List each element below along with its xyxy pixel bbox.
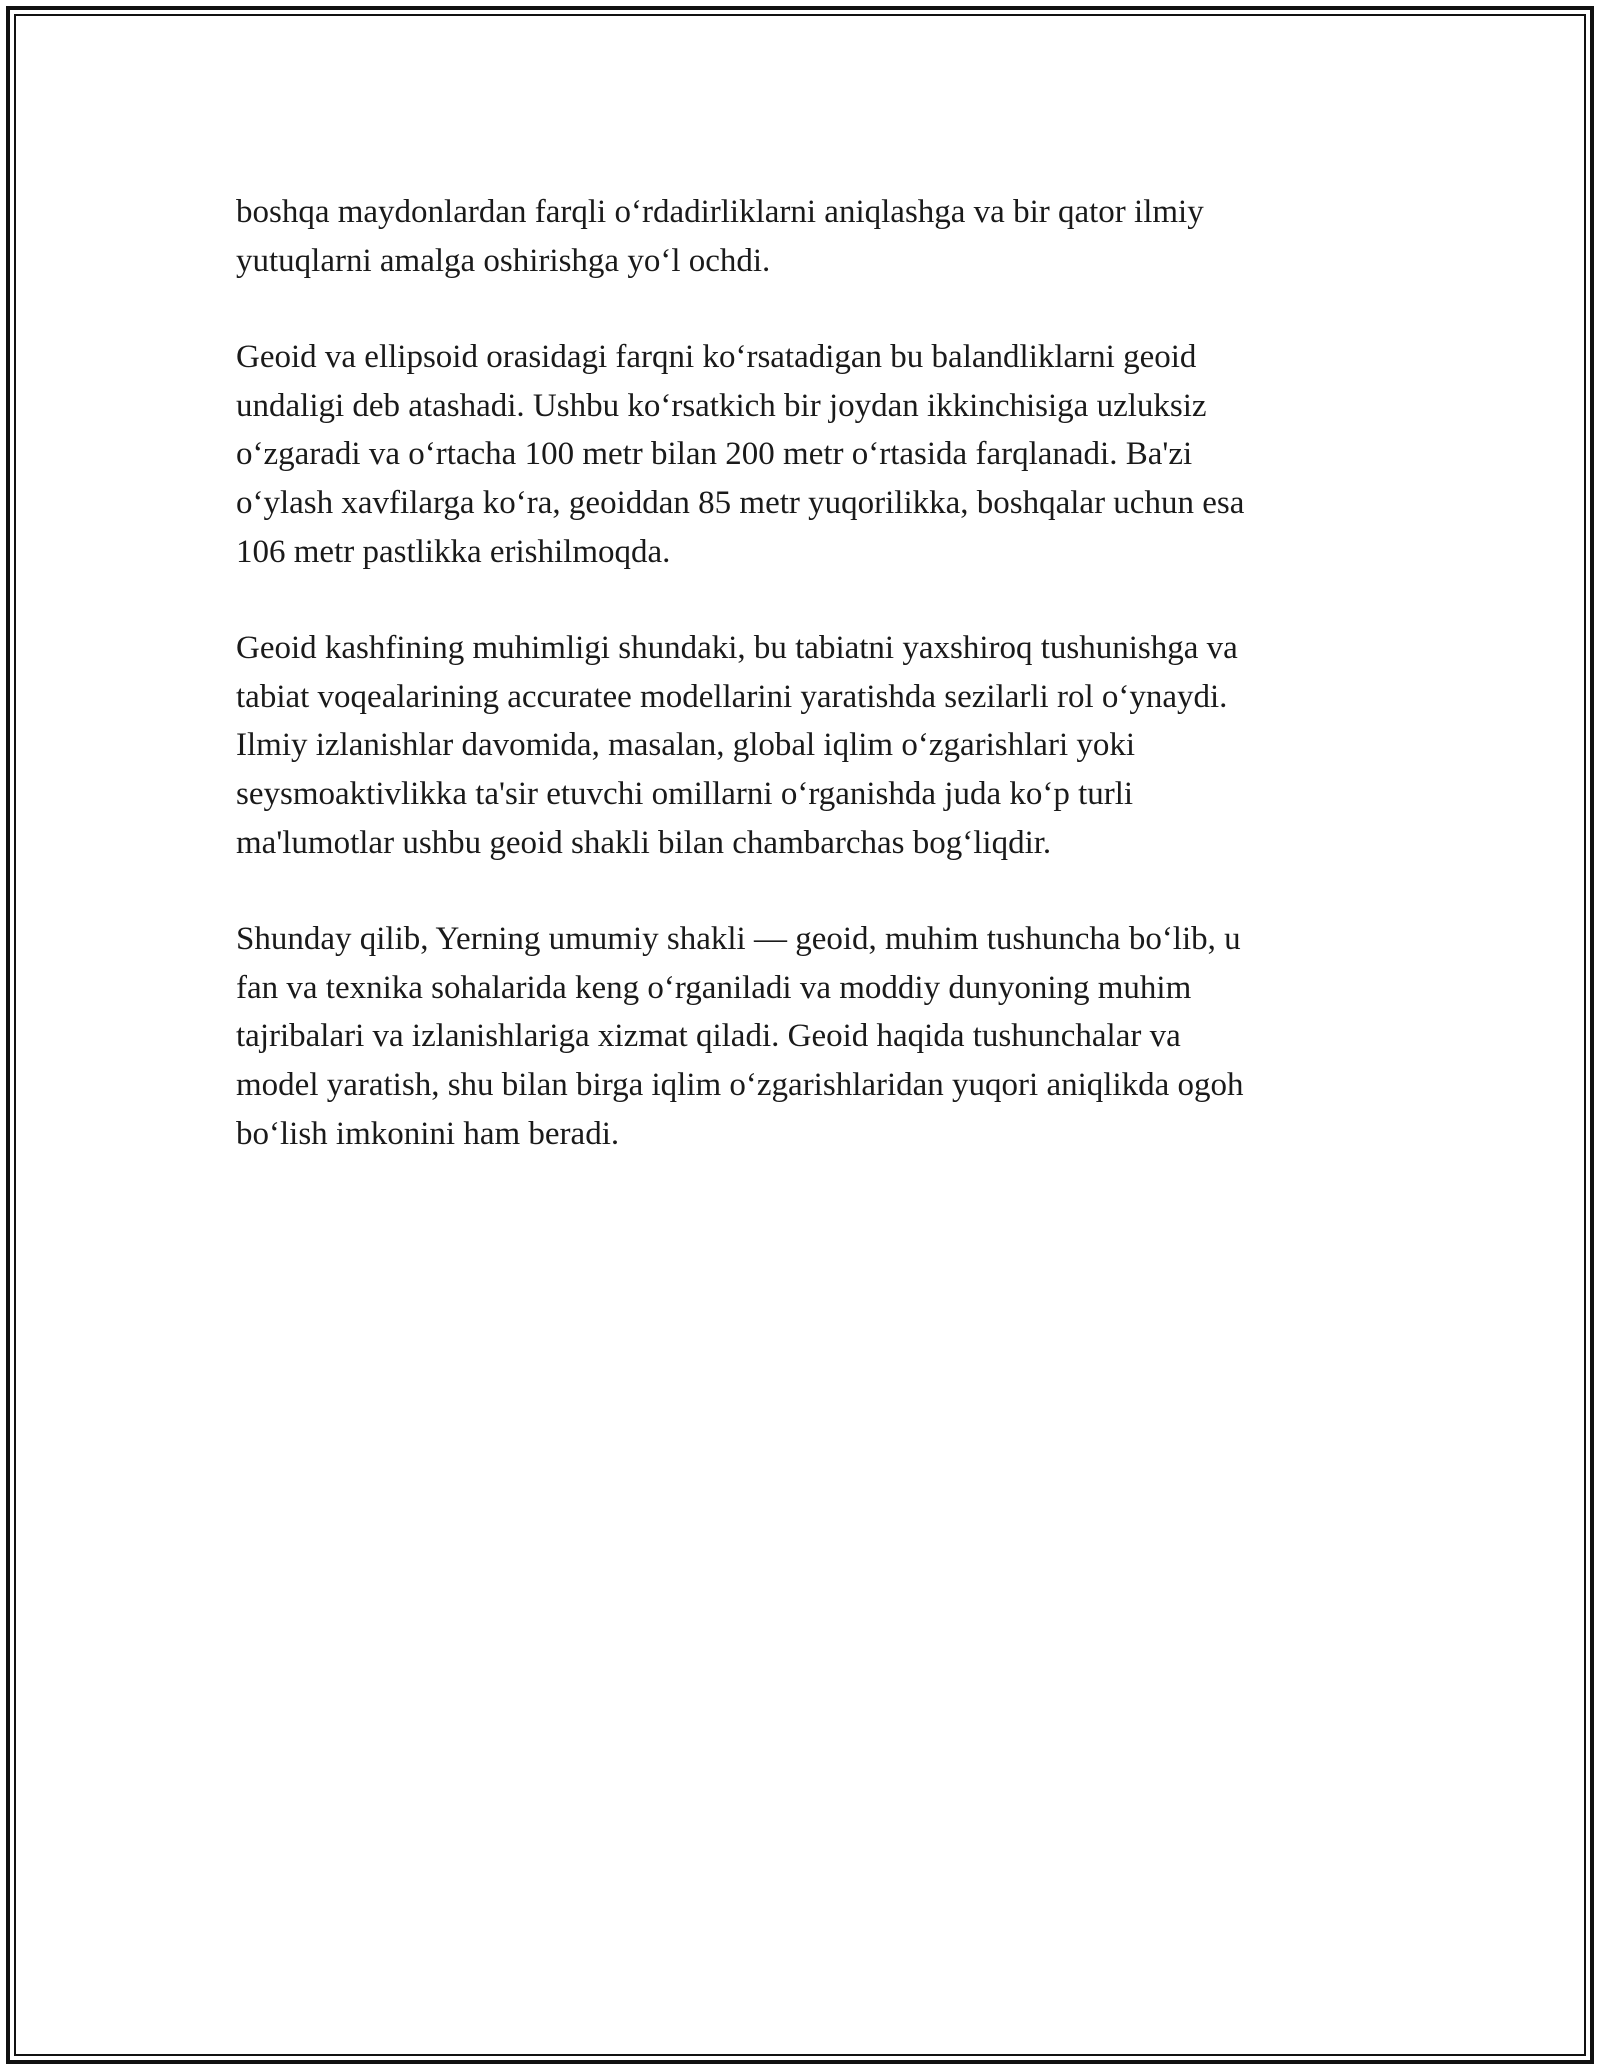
paragraph-2: Geoid va ellipsoid orasidagi farqni ko‘rsatadigan bu balandliklarni geoid undaligi deb atashadi. Ushbu ko‘rsatkich bir joydan ikkinchisiga uzluksiz o‘zgaradi va o‘rtacha 100 metr bilan 200 metr o‘rtasida farqlanadi. Ba'zi o‘ylash xavfilarga ko‘ra, geoiddan 85 metr yuqorilikka, boshqalar uchun esa 106 metr pastlikka erishilmoqda.	[236, 339, 1245, 570]
document-body	[236, 188, 1366, 1206]
paragraph-3: Geoid kashfining muhimligi shundaki, bu tabiatni yaxshiroq tushunishga va tabiat voqealarining accuratee modellarini yaratishda sezilarli rol o‘ynaydi. Ilmiy izlanishlar davomida, masalan, global iqlim o‘zgarishlari yoki seysmoaktivlikka ta'sir etuvchi omillarni o‘rganishda juda ko‘p turli ma'lumotlar ushbu geoid shakli bilan chambarchas bog‘liqdir.	[236, 630, 1238, 861]
paragraph-1: boshqa maydonlardan farqli o‘rdadirliklarni aniqlashga va bir qator ilmiy yutuqlarni amalga oshirishga yo‘l ochdi.	[236, 194, 1204, 279]
paragraph-4: Shunday qilib, Yerning umumiy shakli — geoid, muhim tushuncha bo‘lib, u fan va texnika sohalarida keng o‘rganiladi va moddiy dunyoning muhim tajribalari va izlanishlariga xizmat qiladi. Geoid haqida tushunchalar va model yaratish, shu bilan birga iqlim o‘zgarishlaridan yuqori aniqlikda ogoh bo‘lish imkonini ham beradi.	[236, 921, 1244, 1152]
